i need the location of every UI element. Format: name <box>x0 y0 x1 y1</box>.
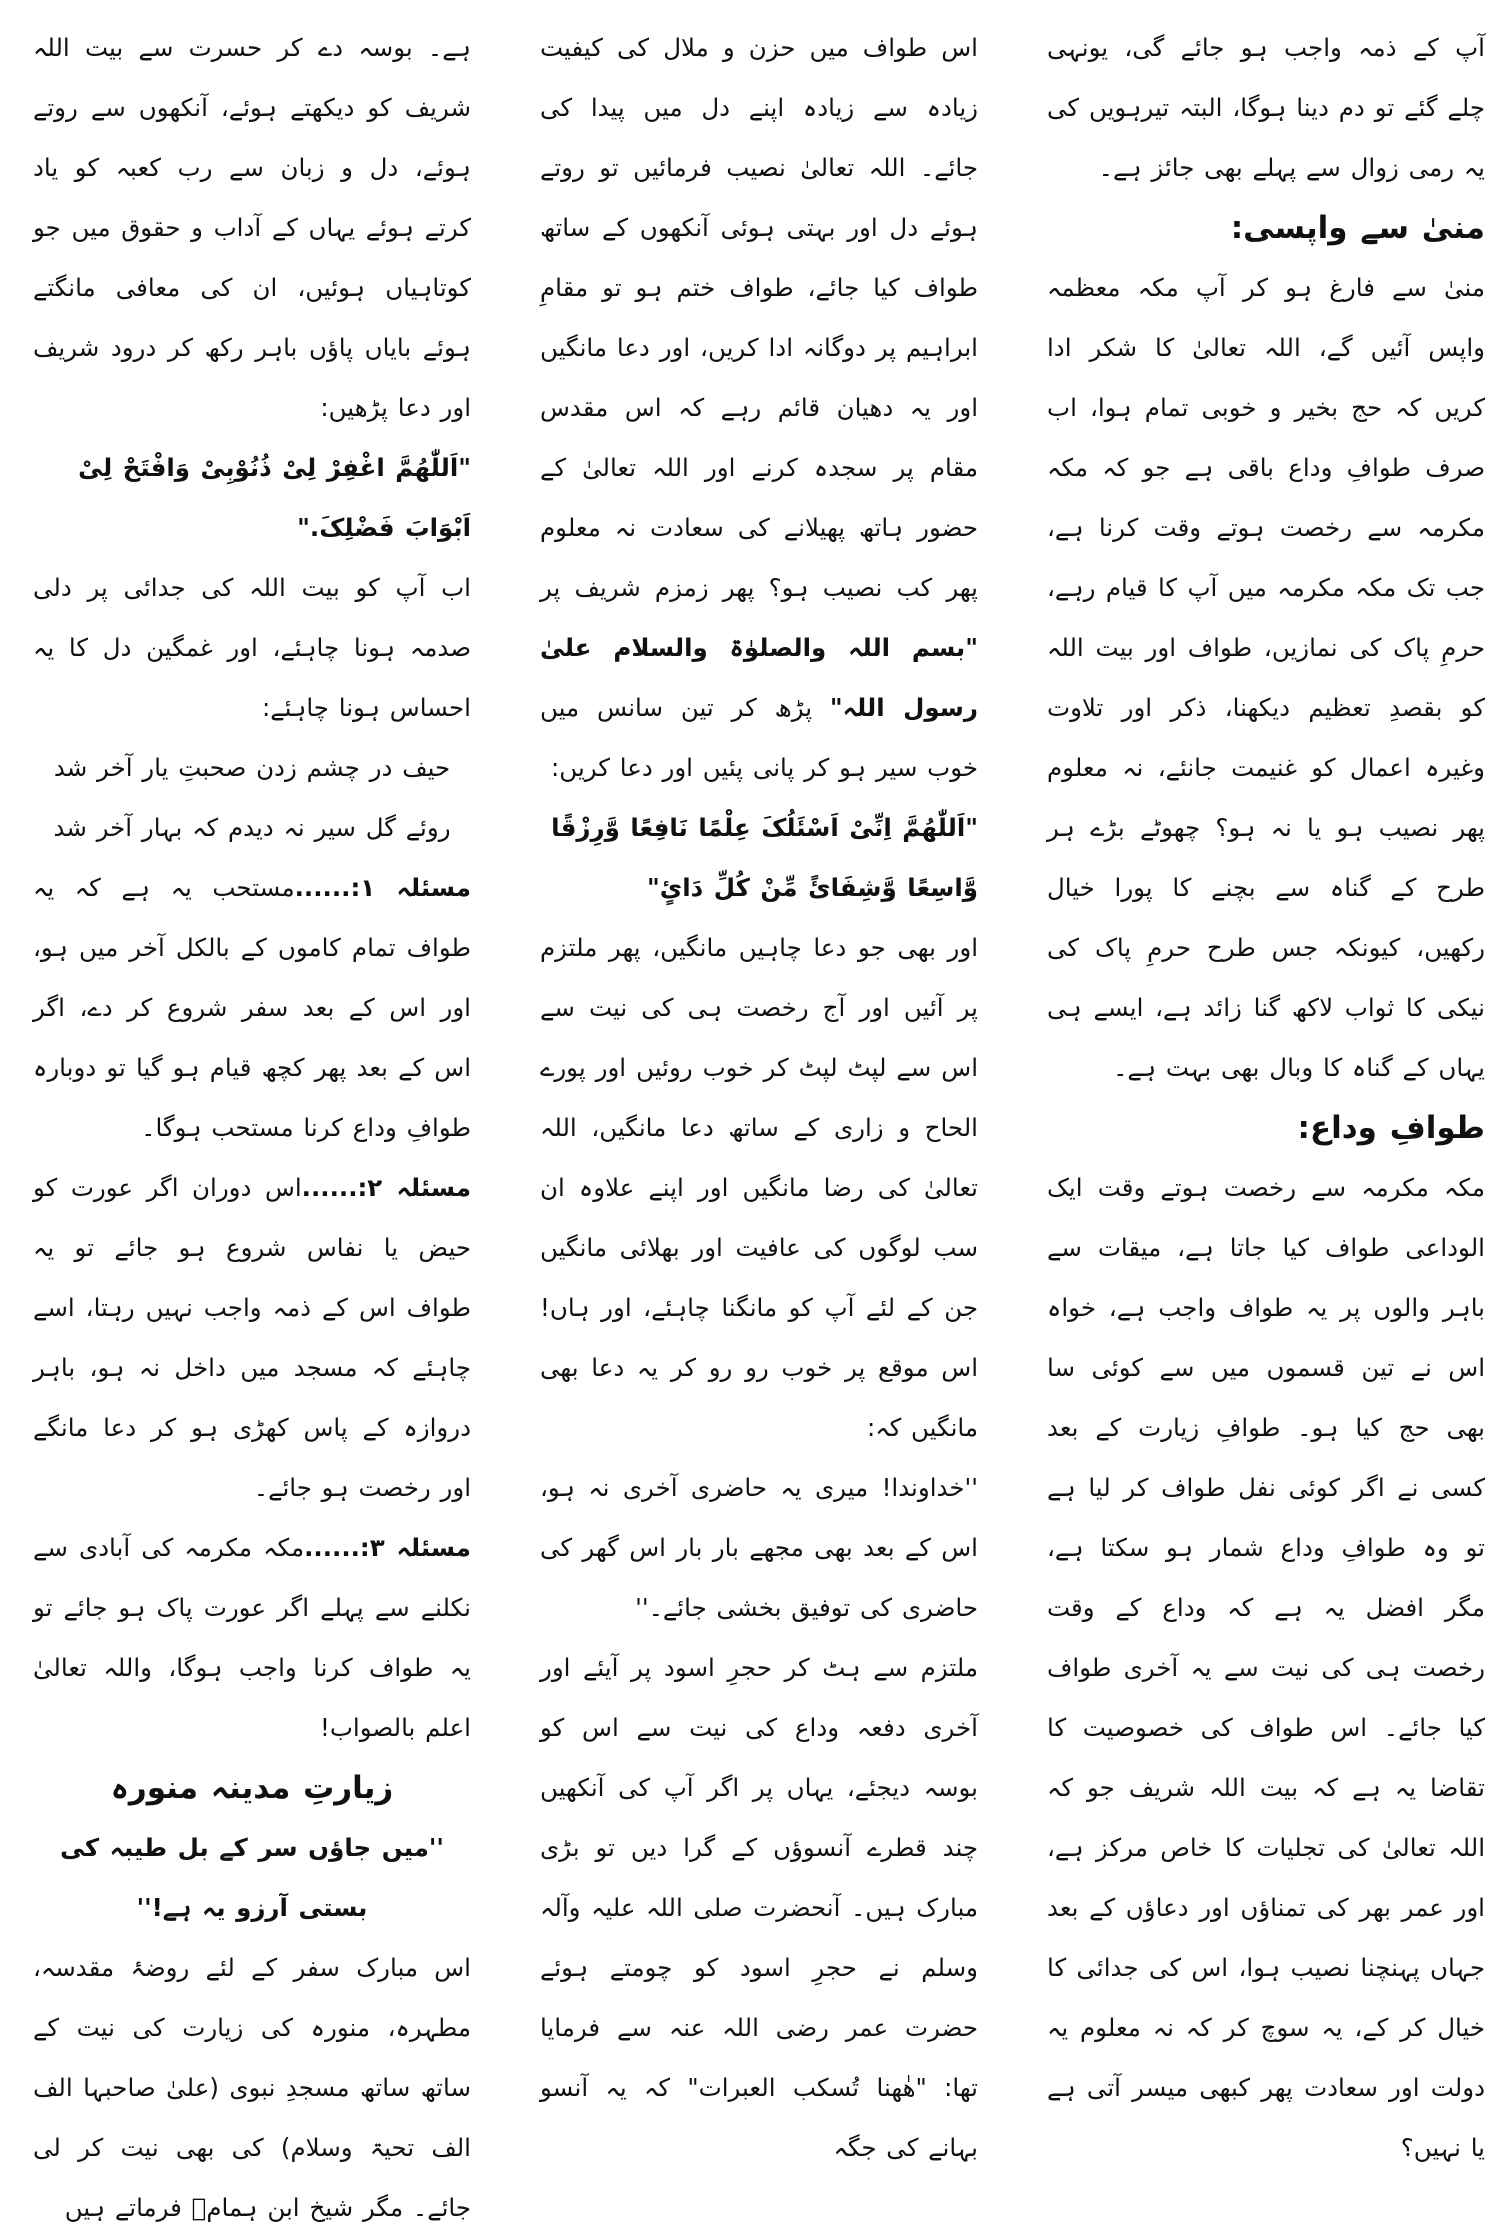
masala-1 <box>33 858 471 1158</box>
dua-quote: ''خداوندا! میری یہ حاضری آخری نہ ہو، اس کے بعد بھی مجھے بار بار اس گھر کی حاضری کی توفیق بخشی جائے۔'' <box>540 1473 978 1622</box>
dua-exit: "اَللّٰھُمَّ اغْفِرْ لِیْ ذُنُوْبِیْ وَافْتَحْ لِیْ اَبْوَابَ فَضْلِکَ." <box>78 453 471 542</box>
paragraph: اس مبارک سفر کے لئے روضۂ مقدسہ، مطہرہ، منورہ کی زیارت کی نیت کے ساتھ ساتھ مسجدِ نبوی (علیٰ صاحبہا الف الف تحیۃ وسلام) کی بھی نیت کر لی جائے۔ مگر شیخ ابن ہمامؒ فرماتے ہیں <box>33 1953 471 2222</box>
bismillah-phrase: "بسم اللہ والصلوٰۃ والسلام علیٰ رسول اللہ" <box>540 633 978 722</box>
masala-2 <box>33 1158 471 1518</box>
dua-zamzam: "اَللّٰھُمَّ اِنِّیْ اَسْئَلُکَ عِلْمًا نَافِعًا وَّرِزْقًا وَّاسِعًا وَّشِفَائً مِّنْ کُلِّ دَائٍ" <box>551 813 978 902</box>
masala-label: مسئلہ ۲:...... <box>301 1173 471 1202</box>
paragraph: ملتزم سے ہٹ کر حجرِ اسود پر آیئے اور آخری دفعہ وداع کی نیت سے اس کو بوسہ دیجئے، یہاں پر اگر آپ کی آنکھیں چند قطرے آنسوؤں کے گرا دیں تو بڑی مبارک ہیں۔ آنحضرت صلی اللہ علیہ وآلہ وسلم نے حجرِ اسود کو چومتے ہوئے حضرت عمر رضی اللہ عنہ سے فرمایا تھا: "ھٰھنا تُسکب العبرات" کہ یہ آنسو بہانے کی جگہ <box>540 1653 978 2162</box>
masala-text: اس دوران اگر عورت کو حیض یا نفاس شروع ہو جائے تو یہ طواف اس کے ذمہ واجب نہیں رہتا، اسے چاہئے کہ مسجد میں داخل نہ ہو، باہر دروازہ کے پاس کھڑی ہو کر دعا مانگے اور رخصت ہو جائے۔ <box>33 1173 471 1502</box>
left-column <box>33 18 471 2222</box>
section-heading-mina: منیٰ سے واپسی: <box>1230 210 1485 246</box>
section-heading-tawaf-wida: طوافِ وداع: <box>1297 1110 1485 1146</box>
persian-verse-line: روئے گل سیر نہ دیدم کہ بہار آخر شد <box>53 813 451 842</box>
masala-label: مسئلہ ۳:...... <box>304 1533 471 1562</box>
paragraph: آپ کے ذمہ واجب ہو جائے گی، یونہی چلے گئے تو دم دینا ہوگا، البتہ تیرہویں کی یہ رمی زوال سے پہلے بھی جائز ہے۔ <box>1047 33 1485 182</box>
masala-text: مکہ مکرمہ کی آبادی سے نکلنے سے پہلے اگر عورت پاک ہو جائے تو یہ طواف کرنا واجب ہوگا، واللہ تعالیٰ اعلم بالصواب! <box>33 1533 471 1742</box>
paragraph: منیٰ سے فارغ ہو کر آپ مکہ معظمہ واپس آئیں گے، اللہ تعالیٰ کا شکر ادا کریں کہ حج بخیر و خوبی تمام ہوا، اب صرف طوافِ وداع باقی ہے جو کہ مکہ مکرمہ سے رخصت ہوتے وقت کرنا ہے، جب تک مکہ مکرمہ میں آپ کا قیام رہے، حرمِ پاک کی نمازیں، طواف اور بیت اللہ کو بقصدِ تعظیم دیکھنا، ذکر اور تلاوت وغیرہ اعمال کو غنیمت جانئے، نہ معلوم پھر نصیب ہو یا نہ ہو؟ چھوٹے بڑے ہر طرح کے گناہ سے بچنے کا پورا خیال رکھیں، کیونکہ جس طرح حرمِ پاک کی نیکی کا ثواب لاکھ گنا زائد ہے، ایسے ہی یہاں کے گناہ کا وبال بھی بہت ہے۔ <box>1047 273 1485 1082</box>
section-heading-ziyarat: زیارتِ مدینہ منورہ <box>110 1770 394 1806</box>
text: پڑھ کر تین سانس میں خوب سیر ہو کر پانی پئیں اور دعا کریں: <box>540 693 978 782</box>
masala-text: مستحب یہ ہے کہ یہ طواف تمام کاموں کے بالکل آخر میں ہو، اور اس کے بعد سفر شروع کر دے، اگر اس کے بعد پھر کچھ قیام ہو گیا تو دوبارہ طوافِ وداع کرنا مستحب ہوگا۔ <box>33 873 471 1142</box>
right-column <box>1047 18 1485 2188</box>
persian-verse-line: حیف در چشم زدن صحبتِ یار آخر شد <box>53 753 451 782</box>
middle-column <box>540 18 978 2188</box>
masala-label: مسئلہ ۱:...... <box>294 873 471 902</box>
paragraph: اور بھی جو دعا چاہیں مانگیں، پھر ملتزم پر آئیں اور آج رخصت ہی کی نیت سے اس سے لپٹ لپٹ کر خوب روئیں اور پورے الحاح و زاری کے ساتھ دعا مانگیں، اللہ تعالیٰ کی رضا مانگیں اور اپنے علاوہ ان سب لوگوں کی عافیت اور بھلائی مانگیں جن کے لئے آپ کو مانگنا چاہئے، اور ہاں! اس موقع پر خوب رو رو کر یہ دعا بھی مانگیں کہ: <box>540 933 978 1442</box>
paragraph <box>540 18 978 798</box>
verse-quote: ''میں جاؤں سر کے بل طیبہ کی بستی آرزو یہ ہے!'' <box>60 1833 444 1922</box>
text: اس طواف میں حزن و ملال کی کیفیت زیادہ سے زیادہ اپنے دل میں پیدا کی جائے۔ اللہ تعالیٰ نصیب فرمائیں تو روتے ہوئے دل اور بہتی ہوئی آنکھوں کے ساتھ طواف کیا جائے، طواف ختم ہو تو مقامِ ابراہیم پر دوگانہ ادا کریں، اور دعا مانگیں اور یہ دھیان قائم رہے کہ اس مقدس مقام پر سجدہ کرنے اور اللہ تعالیٰ کے حضور ہاتھ پھیلانے کی سعادت نہ معلوم پھر کب نصیب ہو؟ پھر زمزم شریف پر <box>540 33 978 602</box>
masala-3 <box>33 1518 471 1758</box>
paragraph: ہے۔ بوسہ دے کر حسرت سے بیت اللہ شریف کو دیکھتے ہوئے، آنکھوں سے روتے ہوئے، دل و زبان سے رب کعبہ کو یاد کرتے ہوئے یہاں کے آداب و حقوق میں جو کوتاہیاں ہوئیں، ان کی معافی مانگتے ہوئے بایاں پاؤں باہر رکھ کر درود شریف اور دعا پڑھیں: <box>33 33 471 422</box>
paragraph: مکہ مکرمہ سے رخصت ہوتے وقت ایک الوداعی طواف کیا جاتا ہے، میقات سے باہر والوں پر یہ طواف واجب ہے، خواہ اس نے تین قسموں میں سے کوئی سا بھی حج کیا ہو۔ طوافِ زیارت کے بعد کسی نے اگر کوئی نفل طواف کر لیا ہے تو وہ طوافِ وداع شمار ہو سکتا ہے، مگر افضل یہ ہے کہ وداع کے وقت رخصت ہی کی نیت سے یہ آخری طواف کیا جائے۔ اس طواف کی خصوصیت کا تقاضا یہ ہے کہ بیت اللہ شریف جو کہ اللہ تعالیٰ کی تجلیات کا خاص مرکز ہے، اور عمر بھر کی تمناؤں اور دعاؤں کے بعد جہاں پہنچنا نصیب ہوا، اس کی جدائی کا خیال کر کے، یہ سوچ کر کہ نہ معلوم یہ دولت اور سعادت پھر کبھی میسر آتی ہے یا نہیں؟ <box>1047 1173 1485 2162</box>
paragraph: اب آپ کو بیت اللہ کی جدائی پر دلی صدمہ ہونا چاہئے، اور غمگین دل کا یہ احساس ہونا چاہئے: <box>33 573 471 722</box>
